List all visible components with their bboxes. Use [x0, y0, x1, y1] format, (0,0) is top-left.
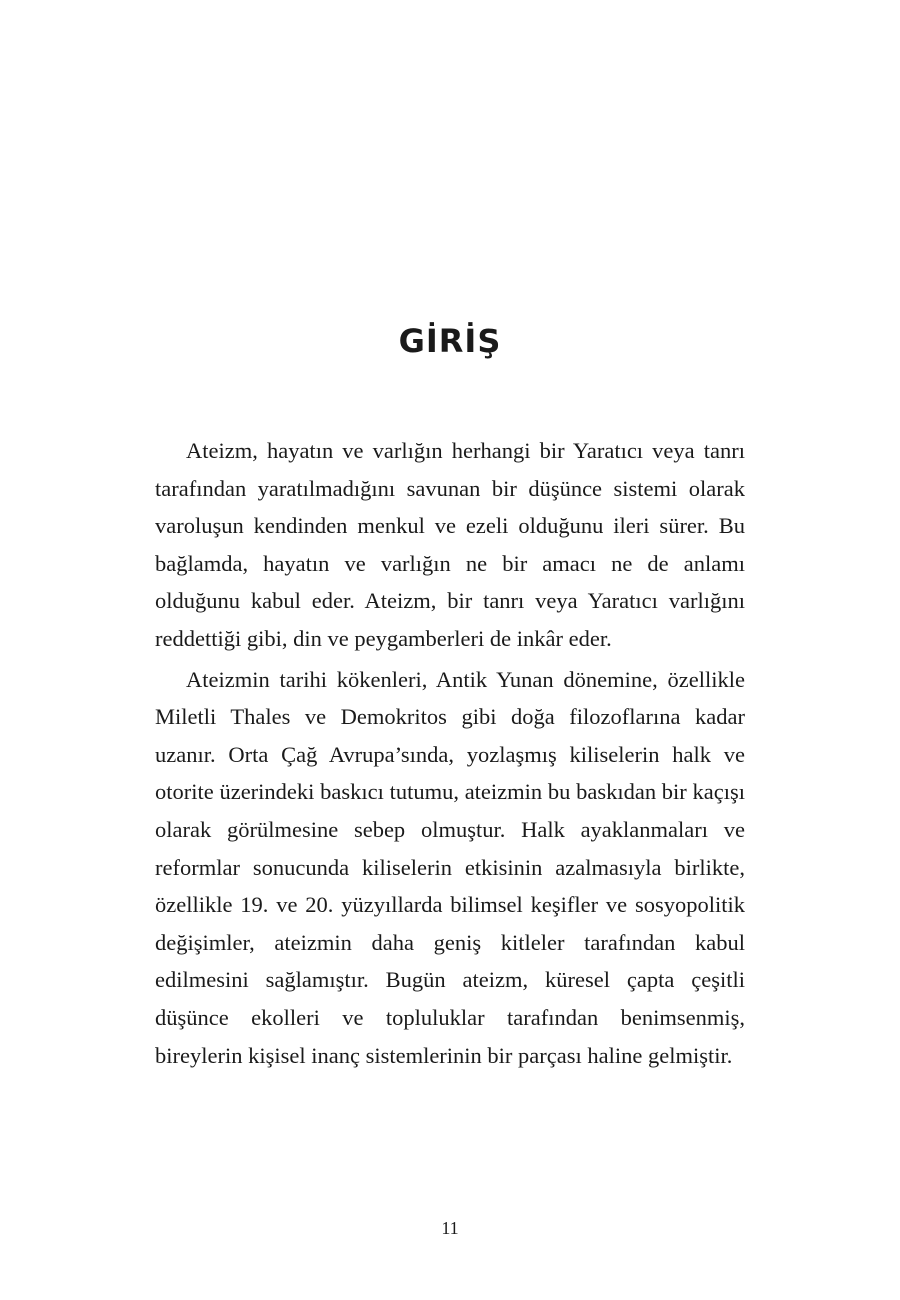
paragraph: Ateizmin tarihi kökenleri, Antik Yunan dönemine, özellikle Miletli Thales ve Demokritos gibi doğa filozoflarına kadar uzanır. Orta Çağ Avrupa’sında, yozlaşmış kiliselerin halk ve otorite üzerindeki baskıcı tutumu, ateizmin bu baskıdan bir kaçışı olarak görülmesine sebep olmuştur. Halk ayaklanmaları ve reformlar sonucunda kiliselerin etkisinin azalmasıyla birlikte, özellikle 19. ve 20. yüzyıllarda bilimsel keşifler ve sosyopolitik değişimler, ateizmin daha geniş kitleler tarafından kabul edilmesini sağlamıştır. Bugün ateizm, küresel çapta çeşitli düşünce ekolleri ve topluluklar tarafından benimsenmiş, bireylerin kişisel inanç sistemlerinin bir parçası haline gelmiştir. — [155, 666, 745, 1068]
page-number: 11 — [441, 1218, 459, 1238]
body-text — [155, 432, 745, 1077]
chapter-title: GİRİŞ — [398, 322, 502, 360]
paragraph: Ateizm, hayatın ve varlığın herhangi bir Yaratıcı veya tanrı tarafından yaratılmadığını savunan bir düşünce sistemi olarak varoluşun kendinden menkul ve ezeli olduğunu ileri sürer. Bu bağlamda, hayatın ve varlığın ne bir amacı ne de anlamı olduğunu kabul eder. Ateizm, bir tanrı veya Yaratıcı varlığını reddettiği gibi, din ve peygamberleri de inkâr eder. — [155, 438, 745, 651]
